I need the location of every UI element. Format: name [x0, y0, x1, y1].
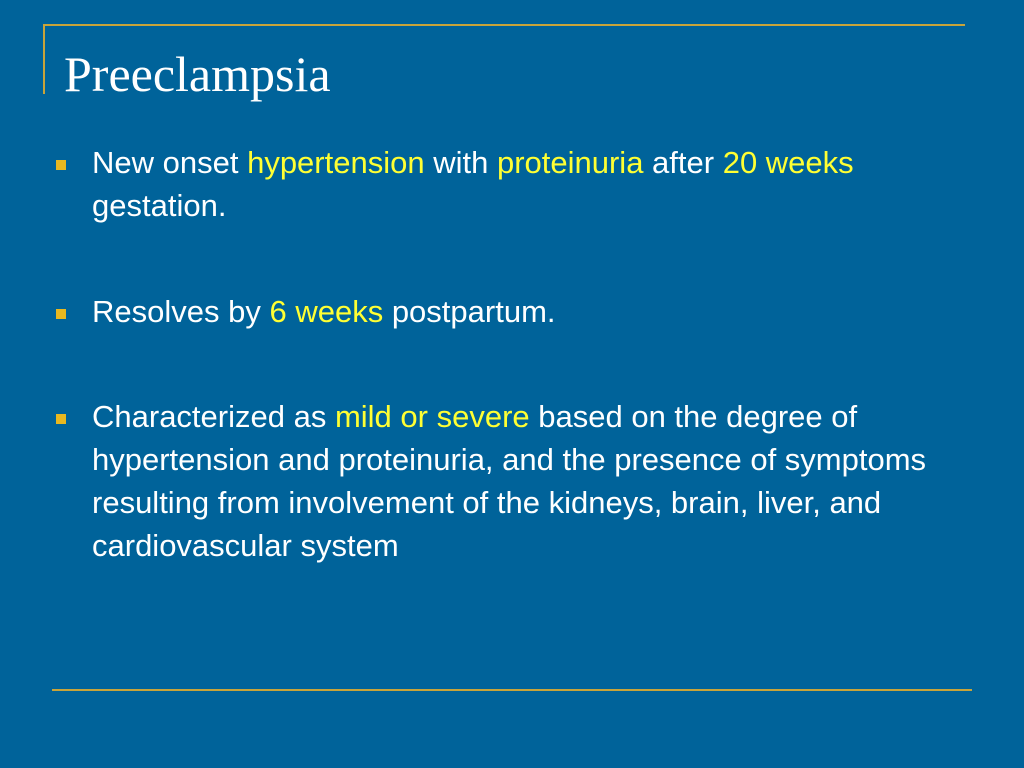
bullet-highlight: proteinuria — [496, 145, 644, 180]
bullet-segment: Characterized as — [92, 399, 335, 434]
bullet-highlight: 6 weeks — [269, 294, 384, 329]
slide-title: Preeclampsia — [64, 46, 331, 102]
bullet-segment: Resolves by — [92, 294, 270, 329]
square-bullet-icon — [56, 309, 66, 319]
bullet-highlight: mild or severe — [334, 399, 530, 434]
bullet-segment: gestation. — [92, 188, 227, 223]
bullet-item — [56, 290, 986, 333]
bullet-segment: after — [643, 145, 723, 180]
frame-top-rule — [43, 24, 965, 26]
bullet-text — [92, 290, 986, 333]
bullet-text — [92, 395, 986, 567]
square-bullet-icon — [56, 160, 66, 170]
frame-left-rule — [43, 24, 45, 94]
bullet-segment: with — [424, 145, 497, 180]
frame-bottom-rule — [52, 689, 972, 691]
bullet-text — [92, 141, 986, 227]
bullet-segment: New onset — [92, 145, 248, 180]
bullet-highlight: hypertension — [247, 145, 425, 180]
bullet-item — [56, 141, 986, 227]
bullet-segment: based on the degree of hypertension and proteinuria, and the presence of symptoms resulting from involvement of the kidneys, brain, liver, and cardiovascular system — [92, 399, 927, 563]
bullet-highlight: 20 weeks — [722, 145, 854, 180]
bullet-item — [56, 395, 986, 567]
square-bullet-icon — [56, 414, 66, 424]
bullet-segment: postpartum. — [383, 294, 556, 329]
